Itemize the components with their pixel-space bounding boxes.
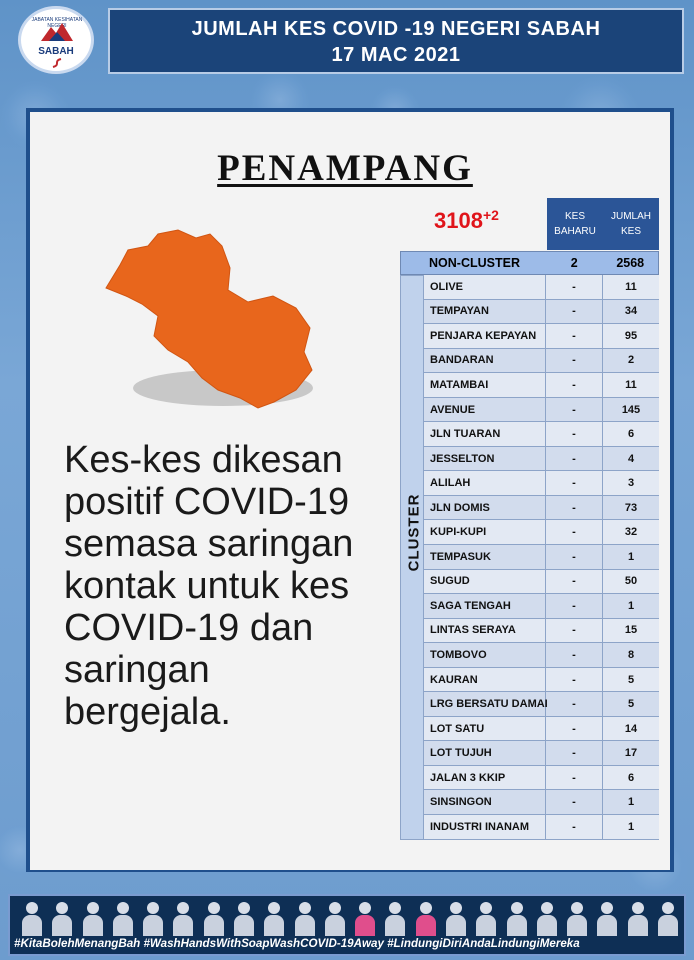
title-heading: JUMLAH KES COVID -19 NEGERI SABAH <box>191 18 601 40</box>
frontliner-figure-icon <box>141 900 165 936</box>
cluster-name: ALILAH <box>424 471 546 495</box>
cluster-row <box>424 373 659 398</box>
cluster-row <box>424 619 659 644</box>
frontliner-figure-icon <box>595 900 619 936</box>
cluster-name: JALAN 3 KKIP <box>424 766 546 790</box>
cluster-new-cases: - <box>546 717 603 741</box>
column-header-text: KES <box>564 211 585 222</box>
frontliner-figure-icon <box>383 900 407 936</box>
description-line: bergejala. <box>64 691 231 733</box>
description-text <box>64 439 404 733</box>
description-line: saringan <box>64 649 210 691</box>
cluster-new-cases: - <box>546 520 603 544</box>
row-name: NON-CLUSTER <box>429 256 520 270</box>
logo-text: SABAH <box>38 46 74 57</box>
description-line: positif COVID-19 <box>64 481 350 523</box>
footer-banner <box>8 894 686 956</box>
cluster-name: INDUSTRI INANAM <box>424 815 546 839</box>
frontliner-figure-icon <box>414 900 438 936</box>
cluster-name: LINTAS SERAYA <box>424 619 546 643</box>
cluster-total-cases: 6 <box>627 771 635 784</box>
cluster-new-cases: - <box>546 619 603 643</box>
cluster-new-cases: - <box>546 741 603 765</box>
cluster-name: OLIVE <box>424 275 546 299</box>
row-total-cases: 2568 <box>616 256 645 270</box>
column-header-text: JUMLAH <box>610 211 651 222</box>
hashtags-text: #KitaBolehMenangBah #WashHandsWithSoapWashCOVID-19Away #LindungiDiriAndaLindungiMereka <box>14 937 580 950</box>
frontliner-figure-icon <box>232 900 256 936</box>
column-header-total-cases <box>603 198 659 250</box>
cluster-name: KUPI-KUPI <box>424 520 546 544</box>
cluster-row <box>424 447 659 472</box>
cluster-name: LRG BERSATU DAMAI <box>424 692 546 716</box>
description-line: semasa saringan <box>64 523 354 565</box>
cluster-total-cases: 50 <box>624 575 638 588</box>
cluster-new-cases: - <box>546 570 603 594</box>
frontliner-figure-icon <box>565 900 589 936</box>
new-cases-value: +2 <box>482 207 499 223</box>
cluster-new-cases: - <box>546 594 603 618</box>
column-header-new-cases <box>547 198 603 250</box>
cluster-total-cases: 11 <box>625 378 637 391</box>
cluster-new-cases: - <box>546 373 603 397</box>
frontliner-figure-icon <box>656 900 680 936</box>
cluster-label-text: CLUSTER <box>405 493 423 572</box>
cluster-total-cases: 32 <box>624 526 638 539</box>
cluster-new-cases: - <box>546 643 603 667</box>
cluster-total-cases: 15 <box>624 624 638 637</box>
cluster-name: MATAMBAI <box>424 373 546 397</box>
cluster-table <box>424 275 659 840</box>
cluster-row <box>424 643 659 668</box>
column-header-text: KES <box>620 226 641 237</box>
cluster-row <box>424 496 659 521</box>
swirl-icon <box>51 57 63 69</box>
frontliner-figure-icon <box>535 900 559 936</box>
cluster-new-cases: - <box>546 447 603 471</box>
frontliner-figures <box>20 900 680 936</box>
cluster-row <box>424 471 659 496</box>
frontliner-figure-icon <box>505 900 529 936</box>
frontliner-figure-icon <box>262 900 286 936</box>
health-department-logo <box>18 6 94 74</box>
frontliner-figure-icon <box>474 900 498 936</box>
cluster-new-cases: - <box>546 766 603 790</box>
cluster-total-cases: 1 <box>627 550 635 563</box>
cluster-name: LOT SATU <box>424 717 546 741</box>
cluster-row <box>424 398 659 423</box>
cluster-total-cases: 14 <box>624 722 638 735</box>
cluster-new-cases: - <box>546 349 603 373</box>
cluster-total-cases: 5 <box>627 698 635 711</box>
cluster-total-cases: 95 <box>624 329 638 342</box>
cluster-name: JLN TUARAN <box>424 422 546 446</box>
cluster-group-label <box>400 275 424 840</box>
cluster-row <box>424 324 659 349</box>
cluster-new-cases: - <box>546 668 603 692</box>
frontliner-figure-icon <box>20 900 44 936</box>
cluster-row <box>424 349 659 374</box>
cluster-row <box>424 717 659 742</box>
non-cluster-row <box>400 251 659 275</box>
row-new-cases: 2 <box>570 256 578 270</box>
cluster-total-cases: 6 <box>627 428 635 441</box>
cluster-row <box>424 545 659 570</box>
cluster-name: TEMPASUK <box>424 545 546 569</box>
district-title: PENAMPANG <box>217 148 473 189</box>
frontliner-figure-icon <box>111 900 135 936</box>
cluster-name: KAURAN <box>424 668 546 692</box>
cluster-new-cases: - <box>546 275 603 299</box>
cluster-new-cases: - <box>546 790 603 814</box>
frontliner-figure-icon <box>202 900 226 936</box>
cluster-total-cases: 8 <box>627 648 635 661</box>
cluster-name: TEMPAYAN <box>424 300 546 324</box>
cluster-total-cases: 11 <box>625 280 637 293</box>
cluster-total-cases: 5 <box>627 673 635 686</box>
cluster-name: TOMBOVO <box>424 643 546 667</box>
cluster-name: SINSINGON <box>424 790 546 814</box>
cluster-new-cases: - <box>546 496 603 520</box>
frontliner-figure-icon <box>171 900 195 936</box>
frontliner-figure-icon <box>626 900 650 936</box>
cluster-new-cases: - <box>546 324 603 348</box>
title-banner <box>108 8 684 74</box>
cluster-new-cases: - <box>546 300 603 324</box>
title-date: 17 MAC 2021 <box>331 44 461 66</box>
cluster-total-cases: 145 <box>621 403 641 416</box>
cluster-row <box>424 815 659 840</box>
cluster-row <box>424 300 659 325</box>
frontliner-figure-icon <box>444 900 468 936</box>
column-header-text: BAHARU <box>554 226 596 237</box>
cluster-name: JESSELTON <box>424 447 546 471</box>
total-value: 3108 <box>434 208 483 233</box>
cluster-new-cases: - <box>546 422 603 446</box>
cluster-new-cases: - <box>546 815 603 839</box>
cluster-row <box>424 570 659 595</box>
cluster-total-cases: 73 <box>624 501 638 514</box>
description-line: COVID-19 dan <box>64 607 314 649</box>
cluster-row <box>424 422 659 447</box>
mountain-icon <box>41 23 73 41</box>
frontliner-figure-icon <box>50 900 74 936</box>
cluster-total-cases: 1 <box>627 599 635 612</box>
cluster-row <box>424 766 659 791</box>
total-cases <box>434 207 499 234</box>
cluster-name: BANDARAN <box>424 349 546 373</box>
cluster-name: SAGA TENGAH <box>424 594 546 618</box>
cluster-row <box>424 520 659 545</box>
cluster-total-cases: 2 <box>627 354 635 367</box>
cluster-name: AVENUE <box>424 398 546 422</box>
cluster-total-cases: 1 <box>627 820 635 833</box>
cluster-row <box>424 668 659 693</box>
cluster-new-cases: - <box>546 545 603 569</box>
cluster-name: SUGUD <box>424 570 546 594</box>
cluster-row <box>424 692 659 717</box>
cluster-total-cases: 34 <box>624 305 638 318</box>
logo-caption: JABATAN KESIHATAN NEGERI <box>31 17 83 29</box>
cluster-name: JLN DOMIS <box>424 496 546 520</box>
description-line: Kes-kes dikesan <box>64 439 343 481</box>
district-map-icon <box>98 220 328 420</box>
cluster-total-cases: 3 <box>627 477 635 490</box>
cluster-total-cases: 4 <box>627 452 635 465</box>
cluster-row <box>424 275 659 300</box>
cluster-row <box>424 741 659 766</box>
cluster-total-cases: 17 <box>624 747 638 760</box>
cluster-row <box>424 594 659 619</box>
cluster-name: LOT TUJUH <box>424 741 546 765</box>
main-panel <box>26 108 674 872</box>
frontliner-figure-icon <box>353 900 377 936</box>
cluster-new-cases: - <box>546 398 603 422</box>
description-line: kontak untuk kes <box>64 565 350 607</box>
cluster-new-cases: - <box>546 471 603 495</box>
frontliner-figure-icon <box>323 900 347 936</box>
cluster-new-cases: - <box>546 692 603 716</box>
cluster-name: PENJARA KEPAYAN <box>424 324 546 348</box>
cluster-total-cases: 1 <box>627 796 635 809</box>
cluster-row <box>424 790 659 815</box>
frontliner-figure-icon <box>81 900 105 936</box>
frontliner-figure-icon <box>293 900 317 936</box>
